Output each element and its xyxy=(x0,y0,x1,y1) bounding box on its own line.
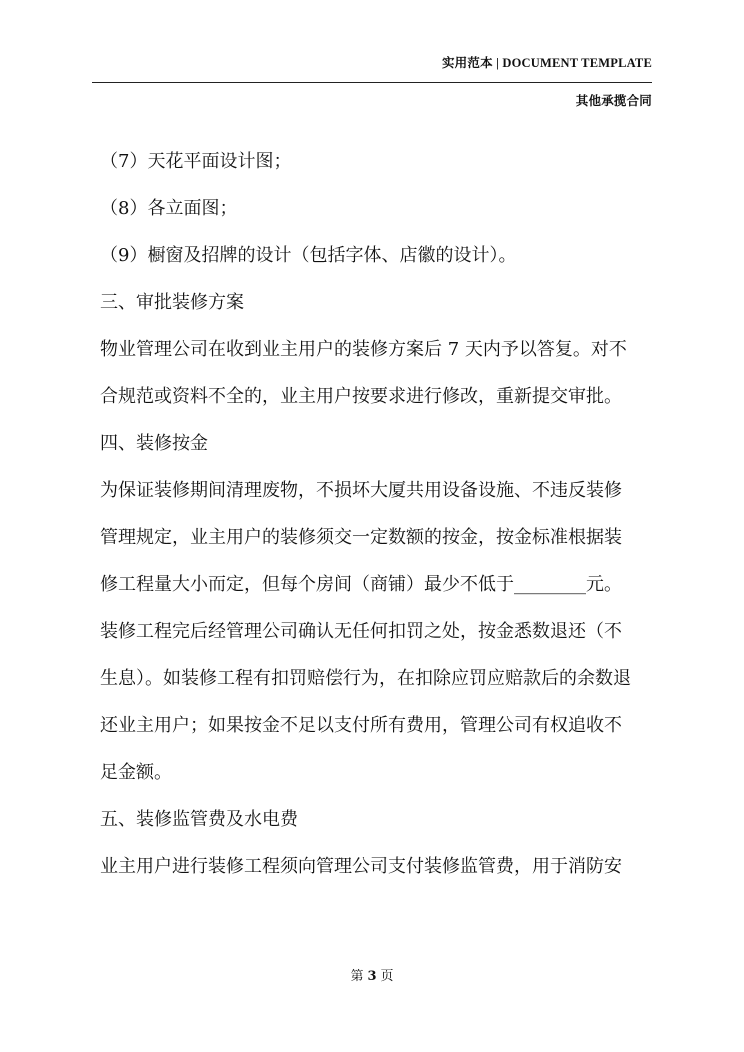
page-number xyxy=(0,965,744,984)
body-line: （7）天花平面设计图； xyxy=(100,151,292,172)
page-number-value: 3 xyxy=(367,969,377,984)
section-heading: 三、审批装修方案 xyxy=(100,292,244,313)
body-line: 生息）。如装修工程有扣罚赔偿行为，在扣除应罚应赔款后的余数退 xyxy=(100,668,631,689)
body-line: 装修工程完后经管理公司确认无任何扣罚之处，按金悉数退还（不 xyxy=(100,621,622,642)
body-line: 管理规定，业主用户的装修须交一定数额的按金，按金标准根据装 xyxy=(100,527,622,548)
document-header-title: 实用范本 | DOCUMENT TEMPLATE xyxy=(441,56,652,70)
document-body xyxy=(100,138,660,890)
body-line: 修工程量大小而定，但每个房间（商铺）最少不低于________元。 xyxy=(100,574,622,595)
section-heading: 五、装修监管费及水电费 xyxy=(100,809,298,830)
header-divider xyxy=(92,82,652,83)
body-line: 业主用户进行装修工程须向管理公司支付装修监管费，用于消防安 xyxy=(100,856,622,877)
body-line: （8）各立面图； xyxy=(100,198,238,219)
body-line: （9）橱窗及招牌的设计（包括字体、店徽的设计）。 xyxy=(100,245,517,266)
document-category: 其他承揽合同 xyxy=(575,94,652,108)
page-number-suffix: 页 xyxy=(380,969,394,984)
body-line: 物业管理公司在收到业主用户的装修方案后 7 天内予以答复。对不 xyxy=(100,339,627,360)
section-heading: 四、装修按金 xyxy=(100,433,208,454)
body-line: 还业主用户；如果按金不足以支付所有费用，管理公司有权追收不 xyxy=(100,715,622,736)
body-line: 足金额。 xyxy=(100,762,172,783)
page-number-prefix: 第 xyxy=(350,969,364,984)
body-line: 合规范或资料不全的，业主用户按要求进行修改，重新提交审批。 xyxy=(100,386,622,407)
body-line: 为保证装修期间清理废物，不损坏大厦共用设备设施、不违反装修 xyxy=(100,480,622,501)
